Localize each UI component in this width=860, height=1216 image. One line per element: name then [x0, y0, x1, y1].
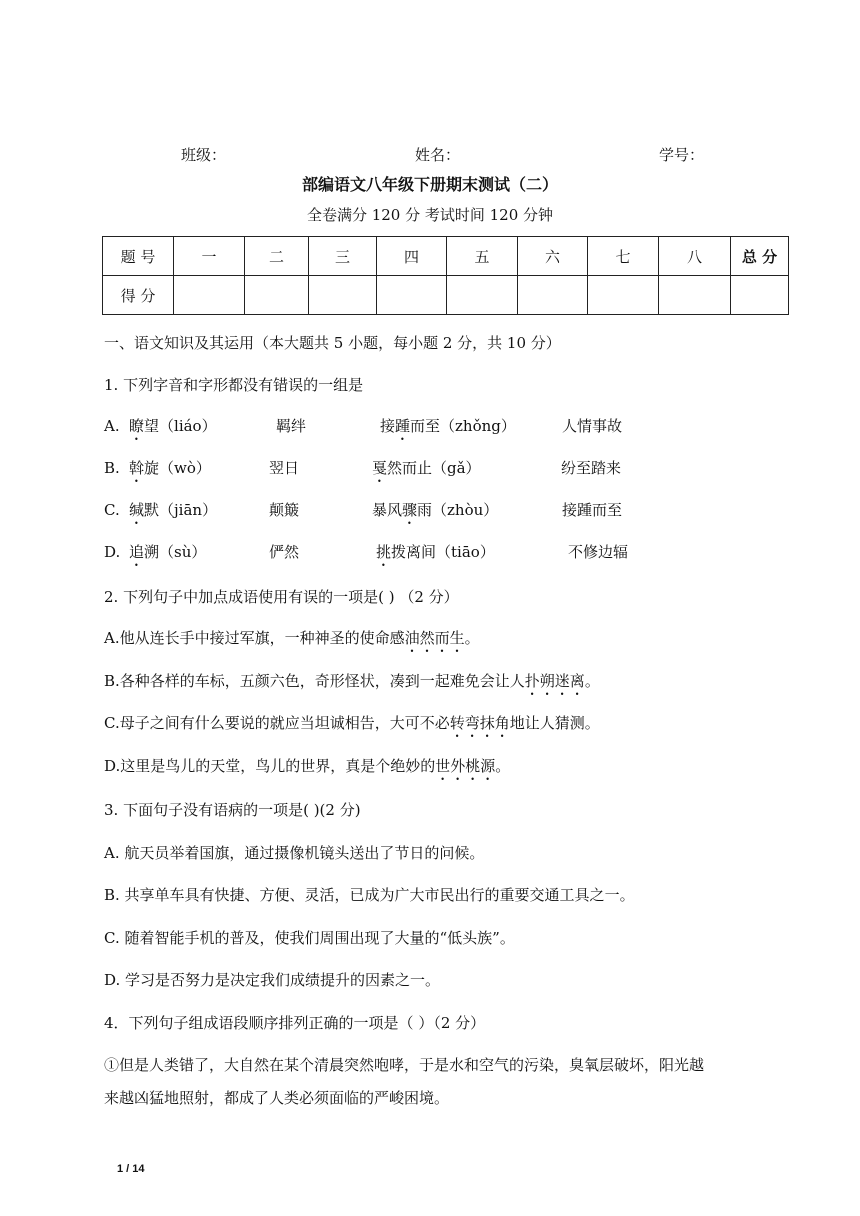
- option-letter: B.: [104, 459, 120, 477]
- exam-subtitle: 全卷满分 120 分 考试时间 120 分钟: [306, 206, 554, 224]
- q3-option-d: D. 学习是否努力是决定我们成绩提升的因素之一。: [104, 971, 441, 989]
- q2-stem: 2. 下列句子中加点成语使用有误的一项是( ) （2 分）: [104, 588, 459, 606]
- option-letter: C.: [104, 501, 120, 519]
- col-7: 七: [588, 237, 659, 276]
- dotted-idiom: 世外桃源: [435, 757, 496, 775]
- option-part-3: 挑拨离间（tiāo）: [376, 543, 495, 561]
- score-cell[interactable]: [659, 276, 731, 315]
- dotted-idiom: 转弯抹角: [449, 714, 510, 732]
- option-part-1: 瞭望（liáo）: [129, 417, 217, 435]
- score-label: 得 分: [103, 276, 174, 315]
- score-cell[interactable]: [174, 276, 245, 315]
- q3-stem: 3. 下面句子没有语病的一项是( )(2 分): [104, 801, 361, 819]
- score-cell[interactable]: [588, 276, 659, 315]
- option-part-2: 颠簸: [269, 501, 300, 519]
- q3-option-c: C. 随着智能手机的普及，使我们周围出现了大量的“低头族”。: [104, 929, 515, 947]
- dotted-idiom: 扑朔迷离: [524, 672, 585, 690]
- option-part-1: 斡旋（wò）: [129, 459, 211, 477]
- option-part-2: 翌日: [269, 459, 300, 477]
- student-id-label: 学号：: [659, 146, 705, 164]
- dotted-char: 追: [129, 543, 145, 561]
- option-letter: A.: [104, 417, 120, 435]
- option-part-2: 俨然: [269, 543, 300, 561]
- dotted-char: 踵: [395, 417, 411, 435]
- section-heading: 一、语文知识及其运用（本大题共 5 小题，每小题 2 分，共 10 分）: [104, 334, 561, 352]
- option-part-3: 暴风骤雨（zhòu）: [372, 501, 499, 519]
- dotted-char: 瞭: [129, 417, 145, 435]
- option-part-1: 缄默（jiān）: [129, 501, 218, 519]
- option-part-4: 不修边辐: [568, 543, 629, 561]
- score-cell[interactable]: [309, 276, 377, 315]
- dotted-char: 缄: [129, 501, 145, 519]
- score-table-score-row: [103, 276, 789, 315]
- col-6: 六: [518, 237, 588, 276]
- score-cell[interactable]: [731, 276, 789, 315]
- q4-stem: 4．下列句子组成语段顺序排列正确的一项是（ ）（2 分）: [104, 1014, 486, 1032]
- score-cell[interactable]: [245, 276, 309, 315]
- q2-option-b: B.各种各样的车标，五颜六色，奇形怪状，凑到一起难免会让人扑朔迷离。: [104, 672, 600, 690]
- question-number-label: 题 号: [103, 237, 174, 276]
- q4-paragraph-line-1: ①但是人类错了，大自然在某个清晨突然咆哮，于是水和空气的污染，臭氧层破坏，阳光越: [104, 1056, 705, 1074]
- q3-option-b: B. 共享单车具有快捷、方便、灵活，已成为广大市民出行的重要交通工具之一。: [104, 886, 635, 904]
- q2-option-a: A.他从连长手中接过军旗，一种神圣的使命感油然而生。: [104, 629, 480, 647]
- q2-option-c: C.母子之间有什么要说的就应当坦诚相告，大可不必转弯抹角地让人猜测。: [104, 714, 600, 732]
- dotted-char: 斡: [129, 459, 145, 477]
- option-part-3: 接踵而至（zhǒng）: [380, 417, 516, 435]
- col-2: 二: [245, 237, 309, 276]
- dotted-char: 挑: [376, 543, 392, 561]
- option-part-4: 人情事故: [562, 417, 623, 435]
- page-number: 1 / 14: [117, 1163, 145, 1175]
- col-1: 一: [174, 237, 245, 276]
- student-info-row: [0, 145, 860, 165]
- q1-stem: 1. 下列字音和字形都没有错误的一组是: [104, 376, 364, 394]
- option-part-2: 羁绊: [276, 417, 307, 435]
- dotted-char: 骤: [402, 501, 418, 519]
- score-cell[interactable]: [518, 276, 588, 315]
- option-part-4: 接踵而至: [562, 501, 623, 519]
- col-8: 八: [659, 237, 731, 276]
- q4-paragraph-line-2: 来越凶猛地照射，都成了人类必须面临的严峻困境。: [104, 1089, 450, 1107]
- name-label: 姓名：: [415, 146, 461, 164]
- option-letter: D.: [104, 543, 121, 561]
- option-part-4: 纷至踏来: [561, 459, 622, 477]
- dotted-char: 戛: [372, 459, 388, 477]
- exam-title: 部编语文八年级下册期末测试（二）: [301, 175, 558, 194]
- option-part-1: 追溯（sù）: [129, 543, 207, 561]
- dotted-idiom: 油然而生: [404, 629, 465, 647]
- q2-option-d: D.这里是鸟儿的天堂，鸟儿的世界，真是个绝妙的世外桃源。: [104, 757, 511, 775]
- score-table-header-row: [103, 237, 789, 276]
- col-4: 四: [377, 237, 447, 276]
- col-5: 五: [447, 237, 518, 276]
- option-part-3: 戛然而止（gǎ）: [372, 459, 481, 477]
- score-cell[interactable]: [377, 276, 447, 315]
- class-label: 班级：: [181, 146, 227, 164]
- q3-option-a: A. 航天员举着国旗，通过摄像机镜头送出了节日的问候。: [104, 844, 485, 862]
- score-cell[interactable]: [447, 276, 518, 315]
- col-3: 三: [309, 237, 377, 276]
- total-label: 总 分: [731, 237, 789, 276]
- score-table: [102, 236, 789, 315]
